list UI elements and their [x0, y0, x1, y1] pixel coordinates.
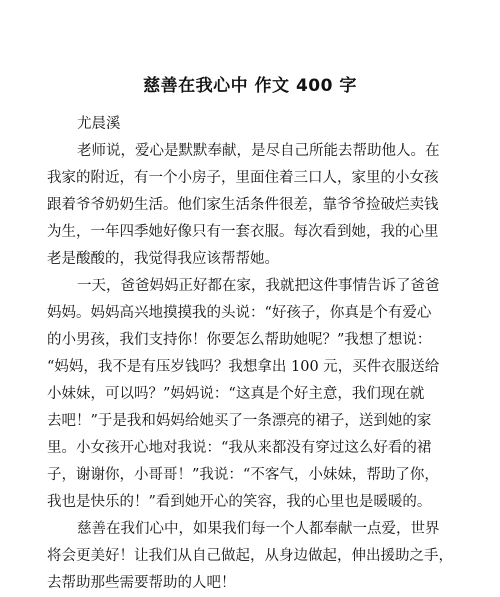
text-line: 老是酸酸的，我觉得我应该帮帮她。 [47, 251, 279, 267]
author-name: 尤晨溪 [77, 116, 121, 132]
essay-body [47, 138, 453, 597]
text-line: 子，谢谢你，小哥哥！”我说：“不客气，小妹妹，帮助了你， [47, 467, 439, 483]
page-title: 慈善在我心中 作文 400 字 [143, 76, 357, 96]
text-line: 小妹妹，可以吗？”妈妈说：“这真是个好主意，我们现在就 [47, 386, 425, 402]
text-line: 为生，一年四季她好像只有一套衣服。每次看到她，我的心里 [47, 224, 439, 240]
text-line: 慈善在我们心中，如果我们每一个人都奉献一点爱，世界 [77, 521, 440, 537]
text-line: 将会更美好！让我们从自己做起，从身边做起，伸出援助之手， [47, 548, 453, 564]
text-line: 老师说，爱心是默默奉献，是尽自己所能去帮助他人。在 [77, 143, 440, 159]
text-line: 我也是快乐的！”看到她开心的笑容，我的心里也是暖暖的。 [47, 494, 432, 510]
text-line: 里。小女孩开心地对我说：“我从来都没有穿过这么好看的裙 [47, 440, 432, 456]
text-line: 我家的附近，有一个小房子，里面住着三口人，家里的小女孩 [47, 170, 439, 186]
text-line: 一天，爸爸妈妈正好都在家，我就把这件事情告诉了爸爸 [77, 278, 440, 294]
text-line: 去帮助那些需要帮助的人吧！ [47, 575, 236, 591]
text-line: 跟着爷爷奶奶生活。他们家生活条件很差，靠爷爷捡破烂卖钱 [47, 197, 439, 213]
text-line: 妈妈。妈妈高兴地摸摸我的头说：“好孩子，你真是个有爱心 [47, 305, 432, 321]
text-line: “妈妈，我不是有压岁钱吗？我想拿出 100 元，买件衣服送给 [47, 359, 440, 375]
text-line: 的小男孩，我们支持你！你要怎么帮助她呢？”我想了想说： [47, 332, 432, 348]
text-line: 去吧！”于是我和妈妈给她买了一条漂亮的裙子，送到她的家 [47, 413, 432, 429]
